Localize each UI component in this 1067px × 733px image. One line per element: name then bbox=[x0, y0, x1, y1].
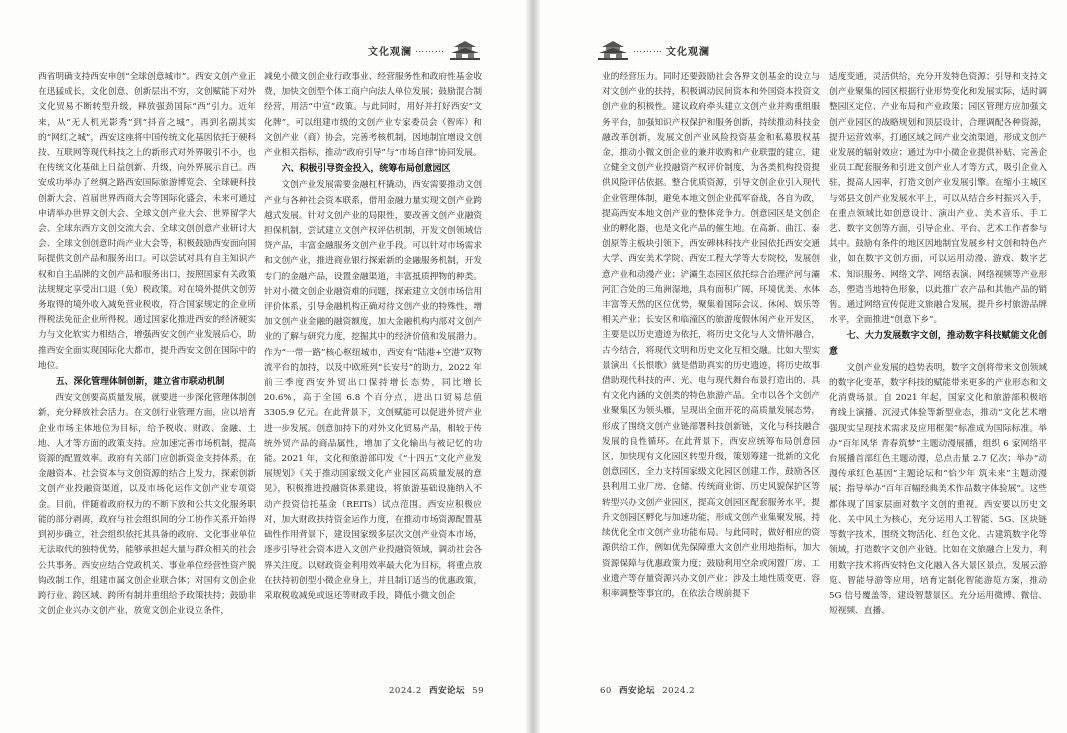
footer-year: 2024.2 bbox=[389, 686, 422, 696]
body-paragraph: 业的经营压力。同时还要鼓励社会各界文创基金的设立与对文创产业的扶持，积极调动民间资本和外国资本投资文创产业的积极性。建议政府牵头建立文创产业并购重组服务平台，加强知识产权保护和服务创新，持续推动科技金融改革创新，发展文创产业风险投资基金和私募股权基金，推动小微文创企业的兼并收购和产业联盟的建立，建立健全文创产业投融资产权评价制度，为各类机构投资提供风险评估依据。整合优质资源，引导文创企业引入现代企业管理体制，避免本地文创企业孤军奋战，各自为政，提高西安本地文创产业的整体竞争力。创意园区是文创企业的孵化器，也是文化产品的催生地。在高新、曲江、泰创原等主板块引领下，西安碑林科技产业园依托西安交通大学、西安美术学院、西安工程大学等大专院校，发展创意产业和动漫产业；浐灞生态园区依托综合治理浐河与灞河汇合处的三角洲湿地，具有面积广阔、环境优美、水体丰富等天然的区位优势，聚集着国际会议、休闲、娱乐等相关产业；长安区和临潼区的旅游度假休闲产业开发区，主要是以历史遗迹为依托，将历史文化与人文情怀融合，古今结合，将现代文明和历史文化互相交融。比如大型实景演出《长恨歌》就是借助真实的历史遗迹，将历史故事借助现代科技的声、光、电与现代舞台布景打造出的、具有文化内涵的文创类的特色旅游产品。全市以各个文创产业聚集区为领头雁，呈现出全面开花的高质量发展态势，形成了围绕文创产业链部署科技创新链，文化与科技融合发展的良性循环。在此背景下，西安应统筹布局创意园区，加快现有文化园区转型升级，策划筹建一批新的文化创意园区，全力支持国家级文化园区创建工作，鼓励各区县利用工业厂房、仓储、传统商业街、历史风貌保护区等转型兴办文创产业园区，提高文创园区配套服务水平，提升文创园区孵化与加速功能，形成文创产业集聚发展，持续优化全市文创产业功能布局。与此同时，做好相应的资源供给工作，例如优先保障重大文创产业用地指标，加大资源保障与优惠政策力度；鼓励利用空余或闲置厂房、工业遗产等存量资源兴办文创产业；涉及土地性质变更、容积率调整等事宜的，在依法合规前提下 bbox=[602, 72, 820, 599]
header-dots: ……… bbox=[633, 45, 663, 55]
right-column-2 bbox=[829, 70, 1047, 670]
body-paragraph: 文创产业发展的趋势表明，数字文创将带来文创领域的数字化变革，数字科技的赋能带来更多的产业形态和文化消费场景。自 2021 年起，国家文化和旅游部积极培育线上演播、沉浸式体验等新型业态，推动“文化艺术增强现实呈现技术需求及应用框架”标准成为国际标准。举办“百年风华 青春筑梦”主题动漫展播，组织 6 家网络平台展播首部红色主题动漫，总点击量 2.7 亿次；举办“动漫传承红色基因”主题论坛和“恰少年 筑未来”主题动漫展；指导举办“百年百幅经典美术作品数字体验展”。这些都体现了国家层面对数字文创的重视。西安要以历史文化、关中风土为核心，充分运用人工智能、5G、区块链等数字技术，围绕文物活化、红色文化、古建筑数字化等领域，打造数字文创产业链。比如在文旅融合上发力，利用数字技术将西安特色文化融入各大景区景点，发展云游览、智能导游等应用，培育定制化智能游览方案，推动 5G 信号覆盖等，建设智慧景区。充分运用微博、微信、短视频、直播、 bbox=[829, 362, 1047, 617]
body-paragraph: 适度变通，灵活供给，充分开发特色资源；引导和支持文创产业聚集的园区根据行业形势变化和发展实际，适时调整园区定位、产业布局和产业政策；园区管理方应加强文创产业园区的战略规划和顶层设计，合理调配各种资源，提升运营效率，打通区域之间产业交流渠道，形成文创产业发展的辐射效应；通过为中小微企业提供补贴、完善企业员工配套服务和引进文创产业人才等方式，吸引企业入驻，提高人园率，打造文创产业发展引擎。在缩小主城区与郊县文创产业发展水平上，可以从结合乡村振兴入手，在重点领域比如创意设计、演出产业、美术音乐、手工艺、数字文创等方面，引导企业、平台、艺术工作者参与其中。鼓励有条件的地区因地制宜发展乡村文创和特色产业，如在数字文创方面，可以运用动漫、游戏、数字艺术、知识服务、网络文学、网络表演、网络视频等产业形态，塑造当地特色形象，以此推广农产品和其他产品的销售。通过网络宣传促进文旅融合发展，提升乡村旅游品牌水平，全面推进“创意下乡”。 bbox=[829, 72, 1047, 326]
footer-page-number: 59 bbox=[472, 686, 484, 696]
pagoda-icon bbox=[596, 38, 630, 62]
running-header bbox=[596, 38, 710, 62]
body-paragraph: 西安文创要高质量发展，就要进一步深化管理体制创新，充分释放社会活力。在文创行业管理方面，应以培育企业市场主体地位为目标，给予税收、财政、金融、土地、人才等方面的政策支持。应加速完善市场机制，提高资源的配置效率。政府有关部门应创新资金支持体系，在金融资本、社会资本与文创资源的结合上发力，探索创新文创产业投融资渠道，以及市场化运作文创产业专项资金。目前，伴随着政府权力的不断下放和公共文化服务职能的部分剥离，政府与社会组织间的分工协作关系开始得到初步确立，社会组织依托其具备的政府、文化事业单位无法取代的独特优势，能够承担起大量与群众相关的社会公共事务。西安应结合党政机关、事业单位经营性资产脱钩改制工作，组建市属文创企业联合体；对国有文创企业跨行业、跨区域、跨所有制并重组给予政策扶持；鼓励非文创企业兴办文创产业，放宽文创企业设立条件， bbox=[38, 393, 256, 617]
left-column-1 bbox=[38, 70, 256, 670]
left-column-2 bbox=[264, 70, 482, 670]
section-heading: 六、积极引导资金投入，统筹布局创意园区 bbox=[281, 164, 451, 175]
footer-page-number: 60 bbox=[600, 686, 612, 696]
running-header bbox=[368, 38, 482, 62]
right-column-1 bbox=[602, 70, 820, 670]
header-section-title: 文化观澜 bbox=[368, 46, 412, 58]
body-paragraph: 文创产业发展需要金融杠杆撬动，西安需要推动文创产业与各种社会资本联系，借用金融力量实现文创产业跨越式发展。针对文创产业的局限性，要改善文创产业融资担保机制，尝试建立文创产权评估机制，开发文创领域信贷产品，丰富金融服务文创产业手段。可以针对市场需求和文创产业，推进商业银行探索新的金融服务机制，开发专门的金融产品，设置金融渠道，丰富抵质押物的种类。针对小微文创企业融资难的问题，探索建立文创市场信用评价体系，引导金融机构正确对待文创产业的特殊性，增加文创产业金融的融资额度，加大金融机构内部对文创产业的了解与研究力度，挖掘其中的经济价值和发展潜力。作为“一带一路”核心枢纽城市，西安有“陆港+空港”双物流平台的加持，以及中欧班列“长安号”的助力，2022 年前三季度西安外贸出口保持增长态势，同比增长 20.6%，高于全国 6.8 个百分点，进出口贸易总值 3305.9 亿元。在此背景下，文创赋能可以促进外贸产业进一步发展。创意加持下的对外文化贸易产品，相较于传统外贸产品的商品属性，增加了文化输出与被记忆的功能。2021 年，文化和旅游部印发《“十四五”文化产业发展规划》《关于推动国家级文化产业园区高质量发展的意见》，积极推进投融资体系建设，将旅游基础设施纳入不动产投资信托基金（REITs）试点范围。西安应积极应对，加大财政扶持资金运作力度，在推动市场资源配置基础性作用背景下，建设国家级多层次文创产业资本市场，逐步引导社会资本进入文创产业投融资领域，调动社会各界关注度。以财政资金利用效率最大化为目标，将重点放在扶持初创型小微企业身上，并且制订适当的优惠政策，采取税收减免或返还等财政手段，降低小微文创企 bbox=[264, 180, 482, 601]
header-section-title: 文化观澜 bbox=[666, 46, 710, 58]
body-paragraph: 西省明确支持西安申创“全球创意城市”。西安文创产业正在迅猛成长，文化创意、创新层出不穷，文创赋能下对外文化贸易不断转型升级，释放强劲国际“西”引力。近年来，从“无人机光影秀”到“抖音之城”，再到名副其实的“网红之城”，西安这座将中国传统文化基因依托于硬科技、互联网等现代科技之上的新形式对外界吸引不小，也在传统文化基础上日益创新、升级，向外界展示自己。西安成功举办了丝绸之路西安国际旅游博览会、全球硬科技创新大会、首届世界西商大会等国际化盛会，未来可通过申请举办世界文创大会、全球文创产业大会、世界留学大会、全球东西方文创交流大会、全球文创创意产业研讨大会、全球文创创意时尚产业大会等，积极鼓励西安面向国际提供文创产品和服务出口。可以尝试对具有自主知识产权和自主品牌的文创产品和服务出口，按照国家有关政策法规规定享受出口退（免）税政策。对在境外提供文创劳务取得的境外收入减免营业税收，符合国家规定的企业所得税法免征企业所得税。通过国家化推进西安的经济硬实力与文化软实力相结合，增强西安文创产业发展后心，助推西安全面实现国际化大都市，提升西安文创在国际中的地位。 bbox=[38, 72, 256, 371]
footer-journal: 西安论坛 bbox=[428, 686, 465, 696]
section-heading: 七、大力发展数字文创，推动数字科技赋能文化创意 bbox=[829, 331, 1047, 357]
pagoda-icon bbox=[448, 38, 482, 62]
section-heading: 五、深化管理体制创新，建立省市联动机制 bbox=[55, 377, 225, 388]
footer-year: 2024.2 bbox=[662, 686, 695, 696]
spine-gutter bbox=[526, 0, 540, 733]
header-dots: ……… bbox=[415, 45, 445, 55]
left-page bbox=[0, 0, 526, 733]
body-paragraph: 减免小微文创企业行政事业、经营服务性和政府性基金收费，加快文创型个体工商户向法人单位发展；鼓励混合制经营，用活“中宣”政策。与此同时，用好并打好西安“文化牌”，可以组建市级的文创产业专家委员会（智库）和文创产业（商）协会，完善考核机制，因地制宜增设文创产业相关指标，推动“政府引导”与“市场自律”协同发展。 bbox=[264, 72, 482, 159]
page-footer-left bbox=[389, 684, 484, 696]
page-footer-right bbox=[600, 684, 695, 696]
footer-journal: 西安论坛 bbox=[619, 686, 656, 696]
right-page bbox=[540, 0, 1067, 733]
